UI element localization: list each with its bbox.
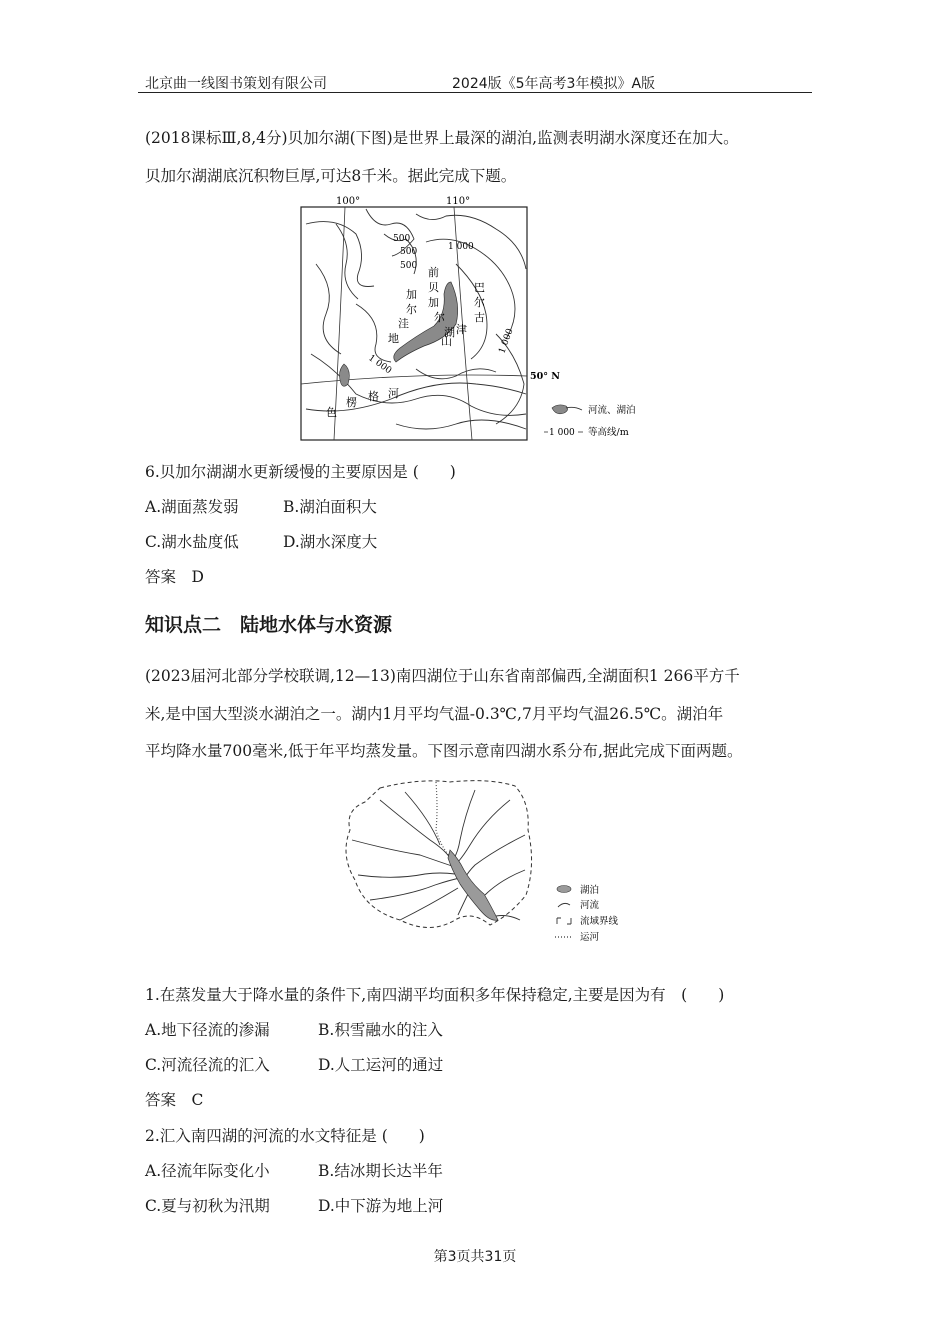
q1-answer: 答案 C <box>145 1091 204 1109</box>
legend-lake-swatch <box>552 405 568 414</box>
legend-boundary-swatch <box>557 918 571 924</box>
outflow-river <box>496 916 520 921</box>
question-2: 2.汇入南四湖的河流的水文特征是 ( ) <box>145 1127 425 1145</box>
nansi-intro-line-1: (2023届河北部分学校联调,12—13)南四湖位于山东省南部偏西,全湖面积1 266平方千 <box>145 667 740 685</box>
legend-contour: 等高线/m <box>588 427 629 438</box>
contour-label: 1 000 <box>366 353 394 377</box>
legend-lake-swatch <box>557 886 571 893</box>
svg-text:巴: 巴 <box>474 281 485 294</box>
legend-canal: 运河 <box>580 932 600 943</box>
q1-option-c: C.河流径流的汇入 <box>145 1056 270 1074</box>
parallel-50n <box>301 375 527 384</box>
q1-option-a: A.地下径流的渗漏 <box>145 1021 270 1039</box>
q2-option-d: D.中下游为地上河 <box>318 1197 444 1215</box>
svg-text:加: 加 <box>406 288 417 301</box>
svg-text:尔: 尔 <box>406 303 417 316</box>
q1-option-d: D.人工运河的通过 <box>318 1056 444 1074</box>
contour-lines <box>306 209 526 429</box>
q6-option-a: A.湖面蒸发弱 <box>145 498 239 516</box>
legend-river-lake: 河流、湖泊 <box>588 405 636 416</box>
nansi-lake-map <box>340 770 640 950</box>
svg-text:地: 地 <box>388 332 399 345</box>
q6-option-b: B.湖泊面积大 <box>283 498 377 516</box>
q6-answer: 答案 D <box>145 568 204 586</box>
legend-river-swatch <box>566 407 582 410</box>
place-labels <box>326 265 485 419</box>
svg-text:楞: 楞 <box>346 396 357 409</box>
svg-text:前: 前 <box>428 266 439 279</box>
svg-text:贝: 贝 <box>428 281 439 294</box>
lon-100-label: 100° <box>336 196 361 207</box>
question-1: 1.在蒸发量大于降水量的条件下,南四湖平均面积多年保持稳定,主要是因为有 ( ) <box>145 986 725 1004</box>
legend-lake: 湖泊 <box>580 885 600 896</box>
svg-text:河: 河 <box>388 387 399 400</box>
legend-river: 河流 <box>580 900 600 911</box>
svg-text:加: 加 <box>428 296 439 309</box>
nansi-intro-line-2: 米,是中国大型淡水湖泊之一。湖内1月平均气温-0.3℃,7月平均气温26.5℃。湖泊年 <box>145 705 724 723</box>
svg-text:格: 格 <box>368 390 379 403</box>
contour-label: 1 000 <box>497 327 516 356</box>
question-6: 6.贝加尔湖湖水更新缓慢的主要原因是 ( ) <box>145 463 456 481</box>
q6-option-c: C.湖水盐度低 <box>145 533 239 551</box>
q6-option-d: D.湖水深度大 <box>283 533 378 551</box>
q2-option-b: B.结冰期长达半年 <box>318 1162 443 1180</box>
svg-text:尔: 尔 <box>434 311 445 324</box>
svg-text:山: 山 <box>441 335 452 348</box>
section-heading: 知识点二 陆地水体与水资源 <box>145 614 393 636</box>
legend-contour-sample: 1 000 <box>549 428 575 438</box>
small-lake <box>340 364 350 386</box>
svg-text:湖: 湖 <box>444 326 455 339</box>
page-footer: 第3页共31页 <box>433 1249 517 1265</box>
nansi-lake <box>448 850 498 920</box>
lat-50n-label: 50° N <box>530 371 560 382</box>
contour-label: 500 <box>400 247 418 257</box>
baikal-map <box>296 194 666 446</box>
svg-text:色: 色 <box>326 406 337 419</box>
q1-option-b: B.积雪融水的注入 <box>318 1021 443 1039</box>
lon-110-label: 110° <box>446 196 471 207</box>
header-divider <box>138 92 812 93</box>
legend-boundary: 流域界线 <box>580 916 619 927</box>
basin-boundary <box>346 781 532 928</box>
contour-label: 500 <box>393 234 411 244</box>
svg-text:尔: 尔 <box>474 296 485 309</box>
intro-line-2: 贝加尔湖湖底沉积物巨厚,可达8千米。据此完成下题。 <box>145 167 517 185</box>
nansi-intro-line-3: 平均降水量700毫米,低于年平均蒸发量。下图示意南四湖水系分布,据此完成下面两题。 <box>145 742 743 760</box>
canal <box>436 782 452 860</box>
header-publisher: 北京曲一线图书策划有限公司 <box>145 76 327 92</box>
svg-text:洼: 洼 <box>398 317 409 330</box>
contour-label: 1 000 <box>448 242 474 252</box>
svg-text:古: 古 <box>474 311 485 324</box>
rivers <box>352 790 525 920</box>
intro-line-1: (2018课标Ⅲ,8,4分)贝加尔湖(下图)是世界上最深的湖泊,监测表明湖水深度还在加大。 <box>145 129 739 147</box>
svg-text:津: 津 <box>456 323 467 336</box>
legend-river-swatch <box>558 903 570 907</box>
q2-option-c: C.夏与初秋为汛期 <box>145 1197 270 1215</box>
contour-label: 500 <box>400 261 418 271</box>
header-book-title: 2024版《5年高考3年模拟》A版 <box>452 76 656 92</box>
q2-option-a: A.径流年际变化小 <box>145 1162 270 1180</box>
